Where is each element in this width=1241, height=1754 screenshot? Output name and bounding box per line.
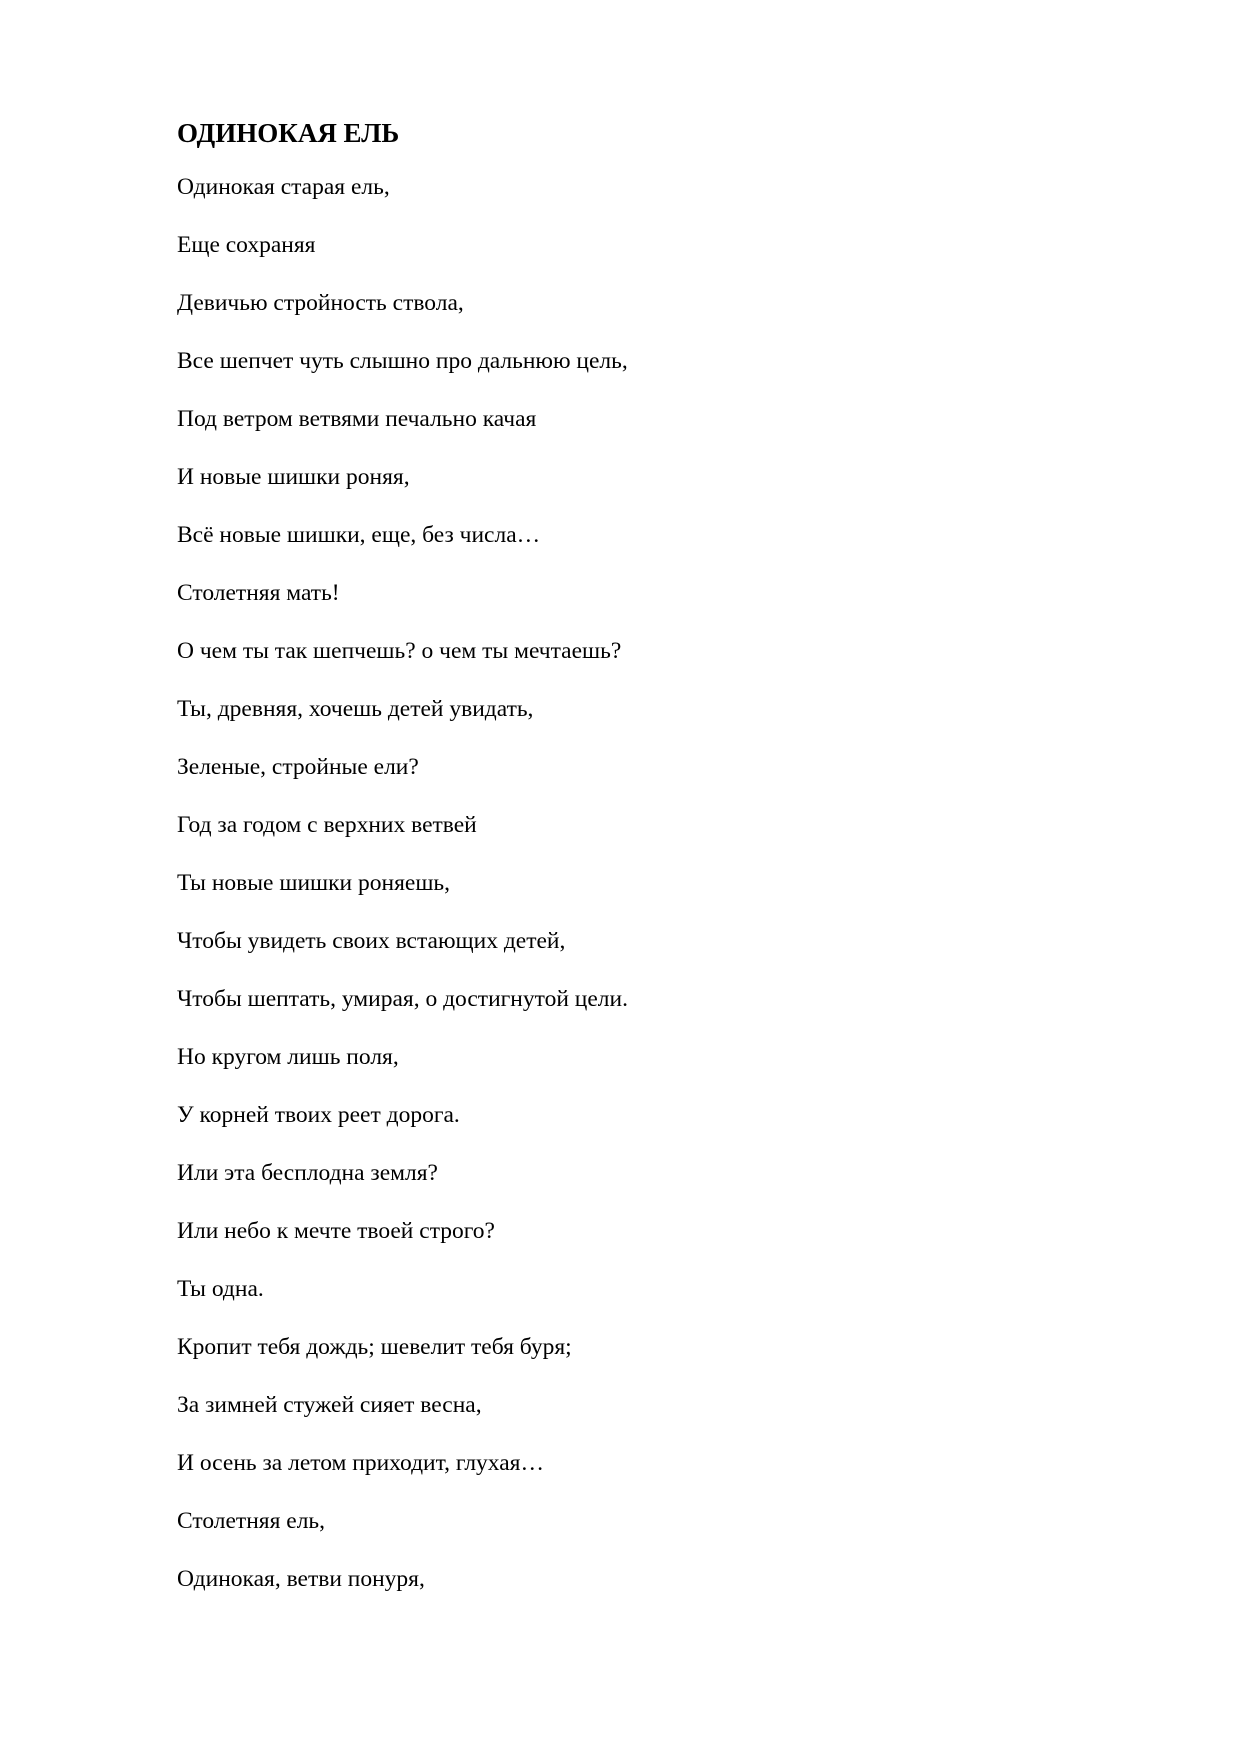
poem-line: Все шепчет чуть слышно про дальнюю цель, (177, 348, 628, 374)
poem-line: Чтобы шептать, умирая, о достигнутой цели. (177, 986, 628, 1012)
poem-line: О чем ты так шепчешь? о чем ты мечтаешь? (177, 638, 622, 664)
poem-line: Зеленые, стройные ели? (177, 754, 419, 780)
poem-line: Чтобы увидеть своих встающих детей, (177, 928, 566, 954)
poem-line: Столетняя мать! (177, 580, 340, 606)
poem-line: Еще сохраняя (177, 232, 316, 258)
poem-line: Или небо к мечте твоей строго? (177, 1218, 495, 1244)
poem-line: Девичью стройность ствола, (177, 290, 464, 316)
poem-line: Одинокая старая ель, (177, 174, 390, 200)
poem-line: Год за годом с верхних ветвей (177, 812, 477, 838)
poem-line: Или эта бесплодна земля? (177, 1160, 438, 1186)
poem-line: Всё новые шишки, еще, без числа… (177, 522, 541, 548)
poem-line: Кропит тебя дождь; шевелит тебя буря; (177, 1334, 572, 1360)
poem (177, 116, 1077, 1623)
poem-line: И осень за летом приходит, глухая… (177, 1450, 544, 1476)
poem-line: Ты, древняя, хочешь детей увидать, (177, 696, 534, 722)
poem-line: Ты одна. (177, 1276, 264, 1302)
poem-line: Одинокая, ветви понуря, (177, 1566, 425, 1592)
poem-line: Столетняя ель, (177, 1508, 326, 1534)
poem-line: И новые шишки роняя, (177, 464, 410, 490)
poem-line: У корней твоих реет дорога. (177, 1102, 460, 1128)
poem-verse (177, 173, 1077, 1593)
poem-line: За зимней стужей сияет весна, (177, 1392, 482, 1418)
poem-line: Ты новые шишки роняешь, (177, 870, 451, 896)
poem-line: Под ветром ветвями печально качая (177, 406, 537, 432)
poem-line: Но кругом лишь поля, (177, 1044, 399, 1070)
poem-title: ОДИНОКАЯ ЕЛЬ (177, 118, 400, 148)
